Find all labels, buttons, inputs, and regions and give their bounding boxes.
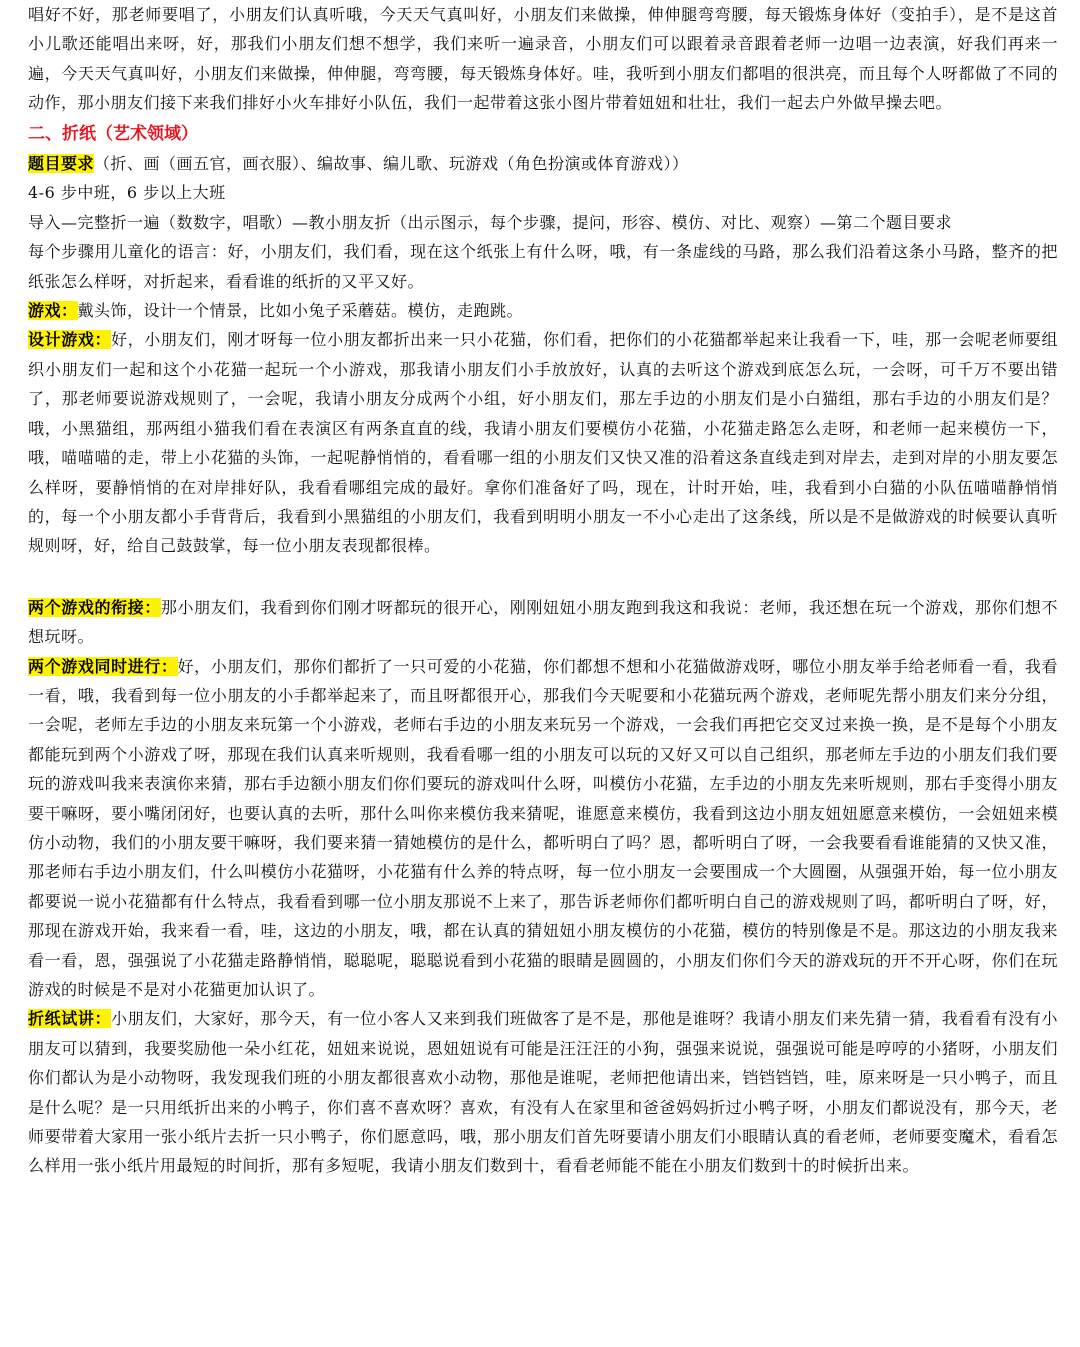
topic-label: 题目要求 <box>28 154 95 174</box>
game-paragraph <box>28 296 1058 325</box>
design-game-paragraph <box>28 325 1058 560</box>
game-label: 游戏： <box>28 301 78 321</box>
game-text: 戴头饰，设计一个情景，比如小兔子采蘑菇。模仿，走跑跳。 <box>77 301 524 321</box>
simultaneous-label: 两个游戏同时进行： <box>28 656 178 676</box>
steps-line: 4-6 步中班，6 步以上大班 <box>28 183 226 203</box>
blank-gap <box>28 561 1058 593</box>
transition-label: 两个游戏的衔接： <box>28 597 161 617</box>
transition-paragraph <box>28 593 1058 652</box>
topic-paragraph <box>28 149 1058 178</box>
childlike-language-paragraph: 每个步骤用儿童化的语言：好，小朋友们，我们看，现在这个纸张上有什么呀，哦，有一条虚线的马路，那么我们沿着这条小马路，整齐的把纸张怎么样呀，对折起来，看看谁的纸折的又平又好。 <box>28 242 1058 291</box>
flow-line: 导入—完整折一遍（数数字，唱歌）—教小朋友折（出示图示，每个步骤，提问，形容、模仿、对比、观察）—第二个题目要求 <box>28 212 953 232</box>
transition-text: 那小朋友们，我看到你们刚才呀都玩的很开心，刚刚妞妞小朋友跑到我这和我说：老师，我还想在玩一个游戏，那你们想不想玩呀。 <box>28 597 1058 647</box>
trial-lecture-paragraph <box>28 1004 1058 1180</box>
trial-text: 小朋友们，大家好，那今天，有一位小客人又来到我们班做客了是不是，那他是谁呀？我请小朋友们来先猜一猜，我看看有没有小朋友可以猜到，我要奖励他一朵小红花，妞妞来说说，恩妞妞说有可能是汪汪汪的小狗，强强来说说，强强说可能是哼哼的小猪呀，小朋友们你们都认为是小动物呀，我发现我们班的小朋友都很喜欢小动物，那他是谁呢，老师把他请出来，铛铛铛铛，哇，原来呀是一只小鸭子，而且是什么呢？是一只用纸折出来的小鸭子，你们喜不喜欢呀？喜欢，有没有人在家里和爸爸妈妈折过小鸭子呀，小朋友们都说没有，那今天，老师要带着大家用一张小纸片去折一只小鸭子，你们愿意吗，哦，那小朋友们首先呀要请小朋友们小眼睛认真的看老师，老师要变魔术，看看怎么样用一张小纸片用最短的时间折，那有多短呢，我请小朋友们数到十，看看老师能不能在小朋友们数到十的时候折出来。 <box>28 1009 1058 1176</box>
design-game-label: 设计游戏： <box>28 330 112 350</box>
section-heading: 二、折纸（艺术领域） <box>28 123 198 144</box>
intro-paragraph: 唱好不好，那老师要唱了，小朋友们认真听哦，今天天气真叫好，小朋友们来做操，伸伸腿弯弯腰，每天锻炼身体好（变拍手），是不是这首小儿歌还能唱出来呀，好，那我们小朋友们想不想学，我们来听一遍录音，小朋友们可以跟着录音跟着老师一边唱一边表演，好我们再来一遍，今天天气真叫好，小朋友们来做操，伸伸腿，弯弯腰，每天锻炼身体好。哇，我听到小朋友们都唱的很洪亮，而且每个人呀都做了不同的动作，那小朋友们接下来我们排好小火车排好小队伍，我们一起带着这张小图片带着妞妞和壮壮，我们一起去户外做早操去吧。 <box>28 5 1058 113</box>
simultaneous-games-paragraph <box>28 652 1058 1005</box>
design-game-text: 好，小朋友们，刚才呀每一位小朋友都折出来一只小花猫，你们看，把你们的小花猫都举起来让我看一下，哇，那一会呢老师要组织小朋友们一起和这个小花猫一起玩一个小游戏，那我请小朋友们小手放放好，认真的去听这个游戏到底怎么玩，一会呀，可千万不要出错了，那老师要说游戏规则了，一会呢，我请小朋友分成两个小组，好小朋友们，那左手边的小朋友们是小白猫组，那右手边的小朋友们是？哦，小黑猫组，那两组小猫我们看在表演区有两条直直的线，我请小朋友们要模仿小花猫，小花猫走路怎么走呀，和老师一起来模仿一下，哦，喵喵喵的走，带上小花猫的头饰，一起呢静悄悄的，看看哪一组的小朋友们又快又准的沿着这条直线走到对岸去，走到对岸的小朋友要怎么样呀，要静悄悄的在对岸排好队，我看看哪组完成的最好。拿你们准备好了吗，现在，计时开始，哇，我看到小白猫的小队伍喵喵静悄悄的，每一个小朋友都小手背背后，我看到小黑猫组的小朋友们，我看到明明小朋友一不小心走出了这条线，所以是不是做游戏的时候要认真听规则呀，好，给自己鼓鼓掌，每一位小朋友表现都很棒。 <box>28 330 1058 556</box>
simultaneous-text: 好，小朋友们，那你们都折了一只可爱的小花猫，你们都想不想和小花猫做游戏呀，哪位小朋友举手给老师看一看，我看一看，哦，我看到每一位小朋友的小手都举起来了，而且呀都很开心，那我们今天呢要和小花猫玩两个游戏，老师呢先帮小朋友们来分分组，一会呢，老师左手边的小朋友来玩第一个小游戏，老师右手边的小朋友来玩另一个游戏，一会我们再把它交叉过来换一换，是不是每个小朋友都能玩到两个小游戏了呀，那现在我们认真来听规则，我看看哪一组的小朋友可以玩的又好又可以自己组织，那老师左手边的小朋友们我们要玩的游戏叫我来表演你来猜，那右手边额小朋友们你们要玩的游戏叫什么呀，叫模仿小花猫，左手边的小朋友先来听规则，那右手变得小朋友要干嘛呀，要小嘴闭闭好，也要认真的去听，那什么叫你来模仿我来猜呢，谁愿意来模仿，我看到这边小朋友妞妞愿意来模仿，一会妞妞来模仿小动物，我们的小朋友要干嘛呀，我们要来猜一猜她模仿的是什么，都听明白了吗？恩，都听明白了呀，一会我要看看谁能猜的又快又准，那老师右手边小朋友们，什么叫模仿小花猫呀，小花猫有什么养的特点呀，每一位小朋友一会要围成一个大圆圈，从强强开始，每一位小朋友都要说一说小花猫都有什么特点，我看看到哪一位小朋友那说不上来了，那告诉老师你们都听明白自己的游戏规则了吗，都听明白了呀，好，那现在游戏开始，我来看一看，哇，这边的小朋友，哦，都在认真的猜妞妞小朋友模仿的小花猫，模仿的特别像是不是。那这边的小朋友我来看一看，恩，强强说了小花猫走路静悄悄，聪聪呢，聪聪说看到小花猫的眼睛是圆圆的，小朋友们你们今天的游戏玩的开不开心呀，你们在玩游戏的时候是不是对小花猫更加认识了。 <box>28 656 1058 999</box>
trial-label: 折纸试讲： <box>28 1009 112 1029</box>
topic-text: （折、画（画五官，画衣服）、编故事、编儿歌、玩游戏（角色扮演或体育游戏）） <box>94 154 689 174</box>
